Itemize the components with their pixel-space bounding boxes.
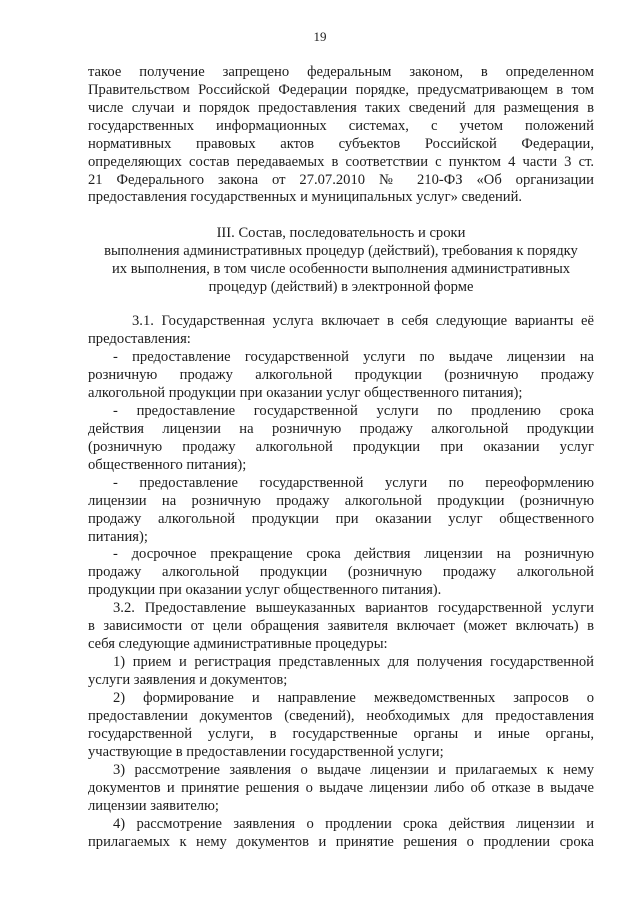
- text-line: 3) рассмотрение заявления о выдаче лицензии и прилагаемых к нему: [113, 762, 594, 778]
- text-line: 3.1. Государственная услуга включает в себя следующие варианты её: [132, 313, 594, 329]
- text-line: услуги заявления и документов;: [88, 672, 288, 688]
- text-line: общественного питания);: [88, 457, 247, 473]
- text-line: определяющих состав передаваемых в соответствии с пунктом 4 части 3 ст.: [88, 154, 594, 170]
- text-line: лицензии на розничную продажу алкогольной продукции (розничную: [88, 493, 594, 509]
- text-line: числе случаи и порядок предоставления таких сведений для размещения в: [88, 100, 594, 116]
- text-line: продажу алкогольной продукции (розничную продажу алкогольной: [88, 564, 594, 580]
- text-line: 4) рассмотрение заявления о продлении срока действия лицензии и: [113, 816, 594, 832]
- text-line: - предоставление государственной услуги по переоформлению: [113, 475, 594, 491]
- text-line: 1) прием и регистрация представленных для получения государственной: [113, 654, 594, 670]
- text-line: прилагаемых к нему документов и принятие решения о продлении срока: [88, 834, 594, 850]
- text-line: продажу алкогольной продукции при оказании услуг общественного: [88, 511, 594, 527]
- text-line: алкогольной продукции при оказании услуг общественного питания);: [88, 385, 523, 401]
- text-line: документов и принятие решения о выдаче лицензии либо об отказе в выдаче: [88, 780, 594, 796]
- heading-line: выполнения административных процедур (действий), требования к порядку: [104, 243, 578, 259]
- text-line: себя следующие административные процедуры:: [88, 636, 388, 652]
- text-line: Правительством Российской Федерации порядке, предусматривающем в том: [88, 82, 594, 98]
- text-line: государственных информационных системах, с учетом положений: [88, 118, 594, 134]
- text-line: (розничную продажу алкогольной продукции при оказании услуг: [88, 439, 594, 455]
- text-line: предоставления:: [88, 331, 191, 347]
- text-line: лицензии заявителю;: [88, 798, 219, 814]
- text-line: государственной услуги, в государственные органы и иные органы,: [88, 726, 594, 742]
- text-line: участвующие в предоставлении государственной услуги;: [88, 744, 444, 760]
- text-line: - предоставление государственной услуги по продлению срока: [113, 403, 594, 419]
- text-line: питания);: [88, 529, 148, 545]
- text-line: предоставлении документов (сведений), необходимых для предоставления: [88, 708, 594, 724]
- heading-line: III. Состав, последовательность и сроки: [216, 225, 466, 241]
- text-line: нормативных правовых актов субъектов Российской Федерации,: [88, 136, 594, 152]
- heading-line: их выполнения, в том числе особенности выполнения административных: [111, 261, 571, 277]
- text-line: розничную продажу алкогольной продукции (розничную продажу: [88, 367, 594, 383]
- text-line: действия лицензии на розничную продажу алкогольной продукции: [88, 421, 594, 437]
- heading-line: процедур (действий) в электронной форме: [208, 279, 474, 295]
- text-line: в зависимости от цели обращения заявителя включает (может включать) в: [88, 618, 594, 634]
- text-line: 3.2. Предоставление вышеуказанных вариантов государственной услуги: [113, 600, 594, 616]
- text-line: предоставления государственных и муниципальных услуг» сведений.: [88, 189, 523, 205]
- text-line: продукции при оказании услуг общественного питания).: [88, 582, 442, 598]
- text-line: 2) формирование и направление межведомственных запросов о: [113, 690, 594, 706]
- text-line: - досрочное прекращение срока действия лицензии на розничную: [113, 546, 594, 562]
- text-line: 21 Федерального закона от 27.07.2010 № 210-ФЗ «Об организации: [88, 172, 594, 188]
- text-line: такое получение запрещено федеральным законом, в определенном: [88, 64, 594, 80]
- text-line: - предоставление государственной услуги по выдаче лицензии на: [113, 349, 594, 365]
- page-number: 19: [313, 29, 327, 44]
